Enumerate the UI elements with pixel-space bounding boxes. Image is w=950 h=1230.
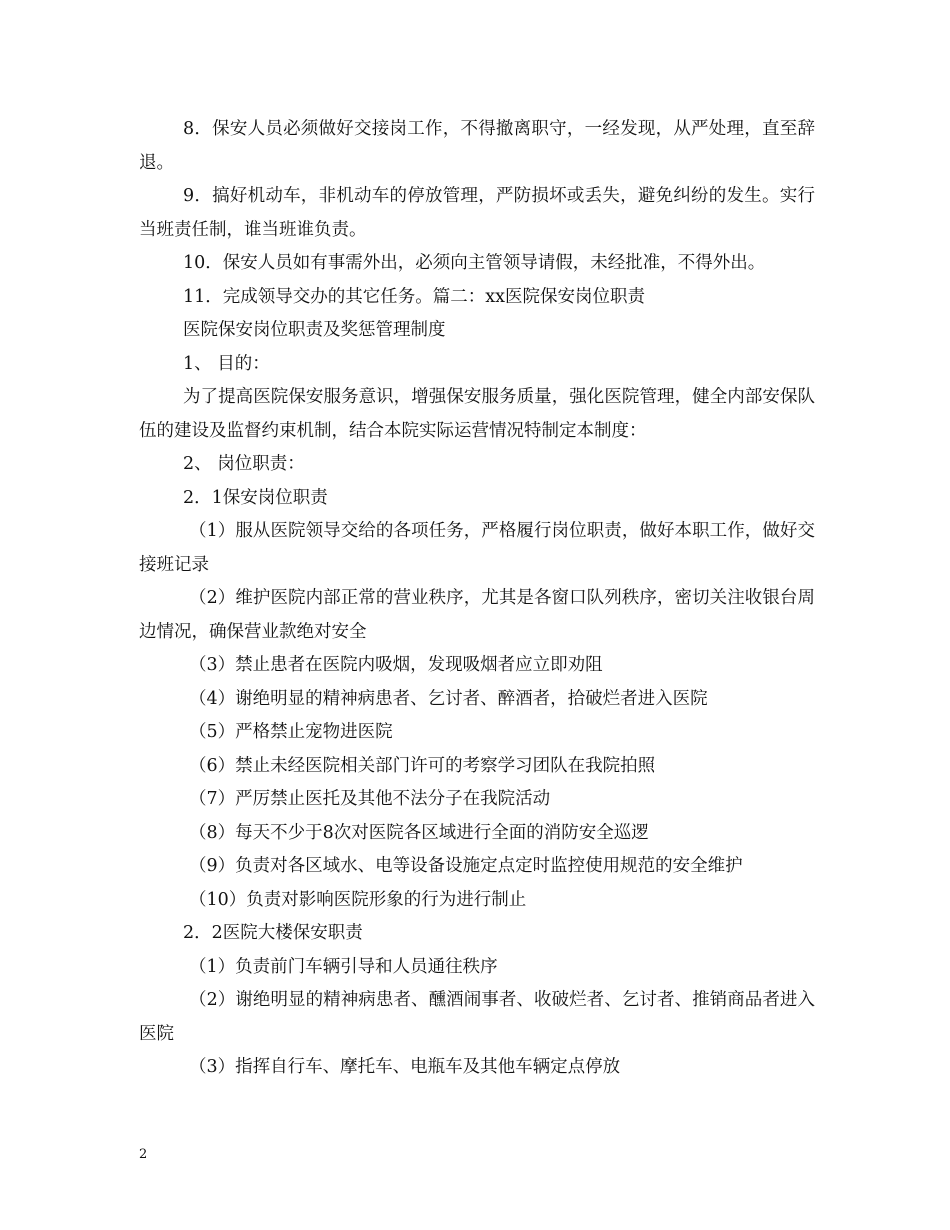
paragraph-item-11: 11．完成领导交办的其它任务。篇二：xx医院保安岗位职责 [183, 286, 646, 307]
duty-item: （9）负责对各区域水、电等设备设施定点定时监控使用规范的安全维护 [189, 856, 743, 876]
duty-item: （4）谢绝明显的精神病患者、乞讨者、醉酒者，拾破烂者进入医院 [189, 688, 708, 709]
paragraph-item-10: 10．保安人员如有事需外出，必须向主管领导请假，未经批准，不得外出。 [183, 253, 766, 273]
paragraph-item-8: 8．保安人员必须做好交接岗工作，不得撤离职守，一经发现，从严处理，直至辞退。 [139, 119, 815, 173]
duty-item: （7）严厉禁止医托及其他不法分子在我院活动 [189, 789, 551, 809]
document-body [139, 113, 815, 1085]
duty-item: （1）服从医院领导交给的各项任务，严格履行岗位职责，做好本职工作，做好交接班记录 [139, 521, 815, 575]
paragraph-item-9: 9．搞好机动车，非机动车的停放管理，严防损坏或丢失，避免纠纷的发生。实行当班责任制，谁当班谁负责。 [139, 186, 815, 240]
building-duty-item: （1）负责前门车辆引导和人员通往秩序 [189, 956, 498, 977]
subheading-2-2: 2．2医院大楼保安职责 [183, 923, 363, 943]
section-title: 医院保安岗位职责及奖惩管理制度 [183, 320, 446, 340]
purpose-text: 为了提高医院保安服务意识，增强保安服务质量，强化医院管理，健全内部安保队伍的建设及监督约束机制，结合本院实际运营情况特制定本制度： [139, 387, 815, 441]
page-number: 2 [139, 1147, 148, 1162]
duty-item: （10）负责对影响医院形象的行为进行制止 [189, 889, 527, 910]
duty-item: （6）禁止未经医院相关部门许可的考察学习团队在我院拍照 [189, 755, 656, 776]
heading-duties: 2、 岗位职责： [183, 454, 305, 474]
duty-item: （8）每天不少于8次对医院各区域进行全面的消防安全巡逻 [189, 822, 649, 843]
subheading-2-1: 2．1保安岗位职责 [183, 487, 328, 508]
duty-item: （2）维护医院内部正常的营业秩序，尤其是各窗口队列秩序，密切关注收银台周边情况，确保营业款绝对安全 [139, 588, 815, 642]
building-duty-item: （3）指挥自行车、摩托车、电瓶车及其他车辆定点停放 [189, 1057, 621, 1077]
duty-item: （3）禁止患者在医院内吸烟，发现吸烟者应立即劝阻 [189, 655, 603, 675]
building-duty-item: （2）谢绝明显的精神病患者、醺酒闹事者、收破烂者、乞讨者、推销商品者进入医院 [139, 990, 815, 1044]
duty-item: （5）严格禁止宠物进医院 [189, 722, 393, 742]
heading-purpose: 1、 目的： [183, 353, 270, 374]
